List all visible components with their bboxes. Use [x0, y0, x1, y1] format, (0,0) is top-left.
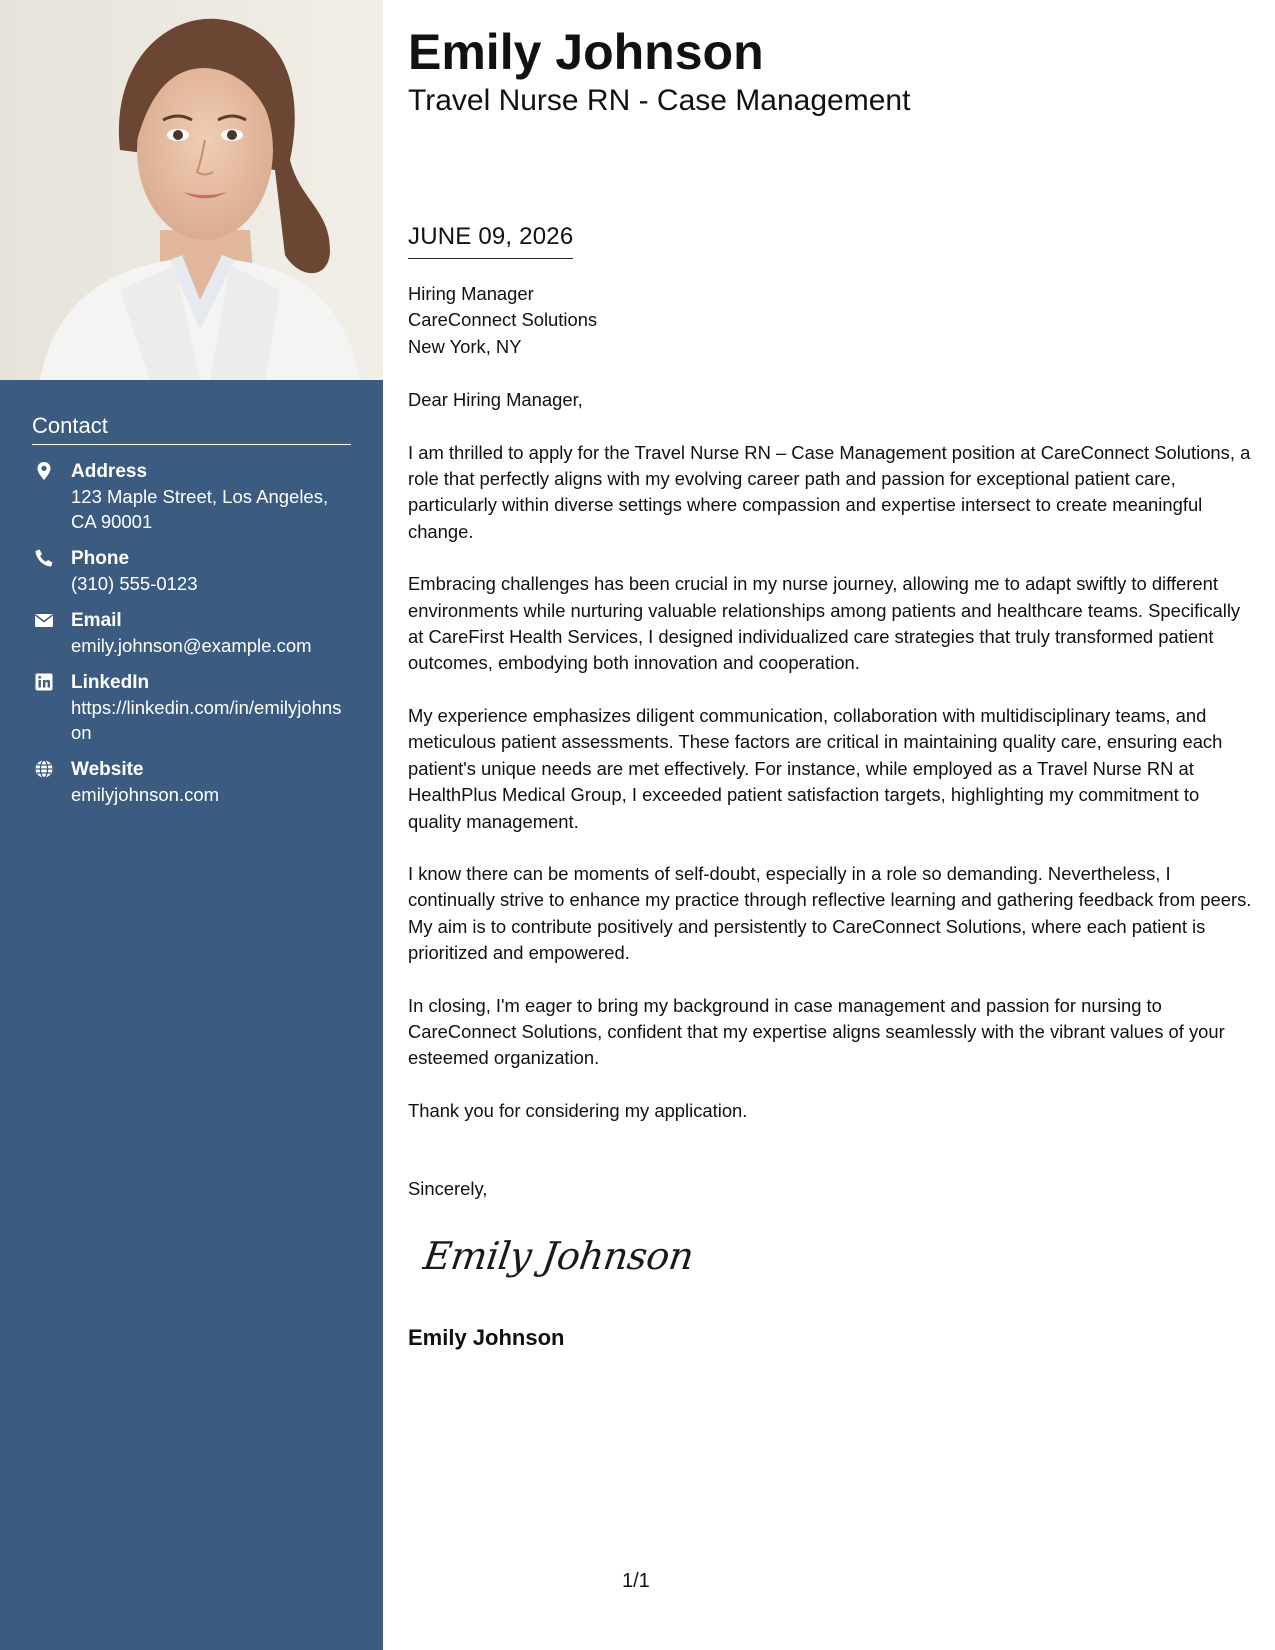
- contact-item-phone: [32, 546, 351, 596]
- letter-date: JUNE 09, 2026: [408, 222, 573, 259]
- envelope-icon: [34, 610, 54, 630]
- salutation: Dear Hiring Manager,: [408, 389, 583, 411]
- globe-icon: [34, 759, 54, 779]
- contact-section: [32, 412, 351, 807]
- recipient-block: [408, 281, 1253, 360]
- contact-item-address: [32, 459, 351, 534]
- contact-heading: Contact: [32, 412, 351, 445]
- phone-icon: [34, 548, 54, 568]
- letter-paragraph: I know there can be moments of self-doubt, especially in a role so demanding. Nevertheless, I continually strive to enhance my practice through reflective learning and gathering feedback from peers. My aim is to contribute positively and persistently to CareConnect Solutions, where each patient is prioritized and empowered.: [408, 862, 1252, 964]
- page-number: 1/1: [622, 1570, 650, 1592]
- profile-photo: [0, 0, 383, 380]
- email-label: Email: [71, 610, 122, 631]
- website-value[interactable]: emilyjohnson.com: [71, 784, 220, 805]
- address-value: 123 Maple Street, Los Angeles, CA 90001: [71, 486, 329, 532]
- applicant-name: Emily Johnson: [408, 24, 764, 80]
- letter-body: [408, 281, 1253, 1203]
- phone-label: Phone: [71, 548, 130, 569]
- portrait-illustration: [0, 0, 383, 380]
- contact-item-website: [32, 757, 351, 807]
- phone-value[interactable]: (310) 555-0123: [71, 573, 198, 594]
- linkedin-icon: [34, 672, 54, 692]
- address-label: Address: [71, 461, 148, 482]
- recipient-line: Hiring Manager: [408, 283, 534, 304]
- letter-paragraph: In closing, I'm eager to bring my background in case management and passion for nursing to CareConnect Solutions, confident that my expertise aligns seamlessly with the vibrant values of your esteemed organization.: [408, 994, 1225, 1069]
- sidebar: [0, 0, 383, 1650]
- letter-paragraph: My experience emphasizes diligent communication, collaboration with multidisciplinary teams, and meticulous patient assessments. These factors are critical in maintaining quality care, ensuring each patient's unique needs are met effectively. For instance, while employed as a Travel Nurse RN at HealthPlus Medical Group, I exceeded patient satisfaction targets, highlighting my commitment to quality management.: [408, 704, 1223, 832]
- recipient-line: CareConnect Solutions: [408, 309, 598, 331]
- handwritten-signature: Emily Johnson: [420, 1234, 697, 1278]
- recipient-line: New York, NY: [408, 335, 522, 357]
- linkedin-value[interactable]: https://linkedin.com/in/emilyjohnson: [71, 697, 342, 743]
- map-pin-icon: [34, 461, 54, 481]
- website-label: Website: [71, 759, 144, 780]
- sign-off: Sincerely,: [408, 1178, 488, 1200]
- job-title: Travel Nurse RN - Case Management: [408, 84, 911, 117]
- contact-item-linkedin: [32, 670, 351, 745]
- letter-paragraph: I am thrilled to apply for the Travel Nurse RN – Case Management position at CareConnect Solutions, a role that perfectly aligns with my evolving career path and passion for exceptional patient care, particularly within diverse settings where compassion and expertise intersect to create meaningful change.: [408, 441, 1251, 542]
- signer-name: Emily Johnson: [408, 1325, 565, 1350]
- linkedin-label: LinkedIn: [71, 672, 150, 693]
- letter-paragraph: Embracing challenges has been crucial in my nurse journey, allowing me to adapt swiftly to different environments while nurturing valuable relationships among patients and healthcare teams. Specifically at CareFirst Health Services, I designed individualized care strategies that truly transformed patient outcomes, embodying both innovation and cooperation.: [408, 573, 1241, 674]
- email-value[interactable]: emily.johnson@example.com: [71, 635, 312, 656]
- contact-item-email: [32, 608, 351, 658]
- closing-thanks: Thank you for considering my application.: [408, 1099, 748, 1121]
